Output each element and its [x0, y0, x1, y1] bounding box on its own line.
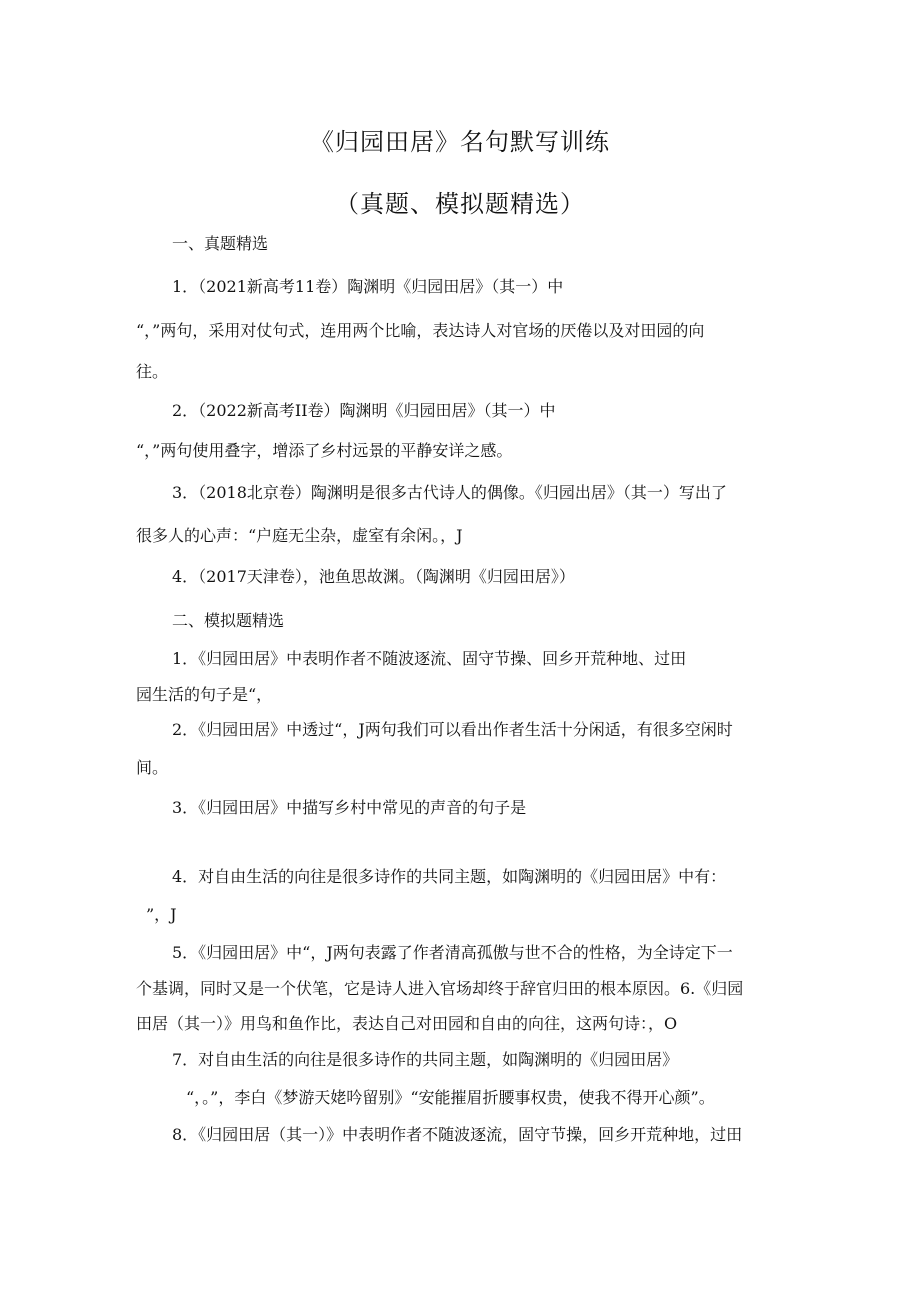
question-line: 2．（2022新高考II卷）陶渊明《归园田居》（其一）中 [172, 401, 556, 420]
question-line: 个基调，同时又是一个伏笔，它是诗人进入官场却终于辞官归田的根本原因。6.《归园 [136, 979, 744, 998]
question-line: 4．（2017天津卷），池鱼思故渊。（陶渊明《归园田居》） [172, 567, 575, 586]
question-line: “，”两句，采用对仗句式，连用两个比喻，表达诗人对官场的厌倦以及对田园的向 [136, 321, 705, 340]
question-line: 1．《归园田居》中表明作者不随波逐流、固守节操、回乡开荒种地、过田 [172, 649, 687, 668]
question-line: 间。 [136, 758, 169, 777]
question-line: 1．（2021新高考11卷）陶渊明《归园田居》（其一）中 [172, 277, 564, 296]
question-line: 4．对自由生活的向往是很多诗作的共同主题，如陶渊明的《归园田居》中有： [172, 867, 727, 886]
document-title: 《归园田居》名句默写训练 [310, 128, 610, 156]
question-line: 8．《归园田居（其一）》中表明作者不随波逐流，固守节操，回乡开荒种地，过田 [172, 1125, 743, 1144]
question-line: 5．《归园田居》中“，J两句表露了作者清高孤傲与世不合的性格，为全诗定下一 [172, 943, 733, 962]
document-subtitle: （真题、模拟题精选） [335, 190, 585, 218]
question-line: 往。 [136, 362, 169, 381]
question-line: 7．对自由生活的向往是很多诗作的共同主题，如陶渊明的《归园田居》 [172, 1050, 679, 1069]
question-line: 园生活的句子是“， [136, 685, 273, 704]
question-line: 2．《归园田居》中透过“，J两句我们可以看出作者生活十分闲适，有很多空闲时 [172, 720, 733, 739]
section-heading-mock-exam: 二、模拟题精选 [172, 611, 285, 630]
question-line: 3．《归园田居》中描写乡村中常见的声音的句子是 [172, 798, 527, 817]
section-heading-real-exam: 一、真题精选 [172, 234, 269, 253]
question-line: “，”两句使用叠字，增添了乡村远景的平静安详之感。 [136, 441, 513, 460]
question-line: “，。”，李白《梦游天姥吟留别》“安能摧眉折腰事权贵，使我不得开心颜”。 [186, 1088, 715, 1107]
question-line: ”，J [146, 905, 177, 924]
question-line: 田居（其一）》用鸟和鱼作比，表达自己对田园和自由的向往，这两句诗：，O [136, 1014, 678, 1033]
question-line: 3．（2018北京卷）陶渊明是很多古代诗人的偶像。《归园出居》（其一）写出了 [172, 483, 727, 502]
question-line: 很多人的心声：“户庭无尘杂，虚室有余闲。，J [136, 526, 463, 545]
